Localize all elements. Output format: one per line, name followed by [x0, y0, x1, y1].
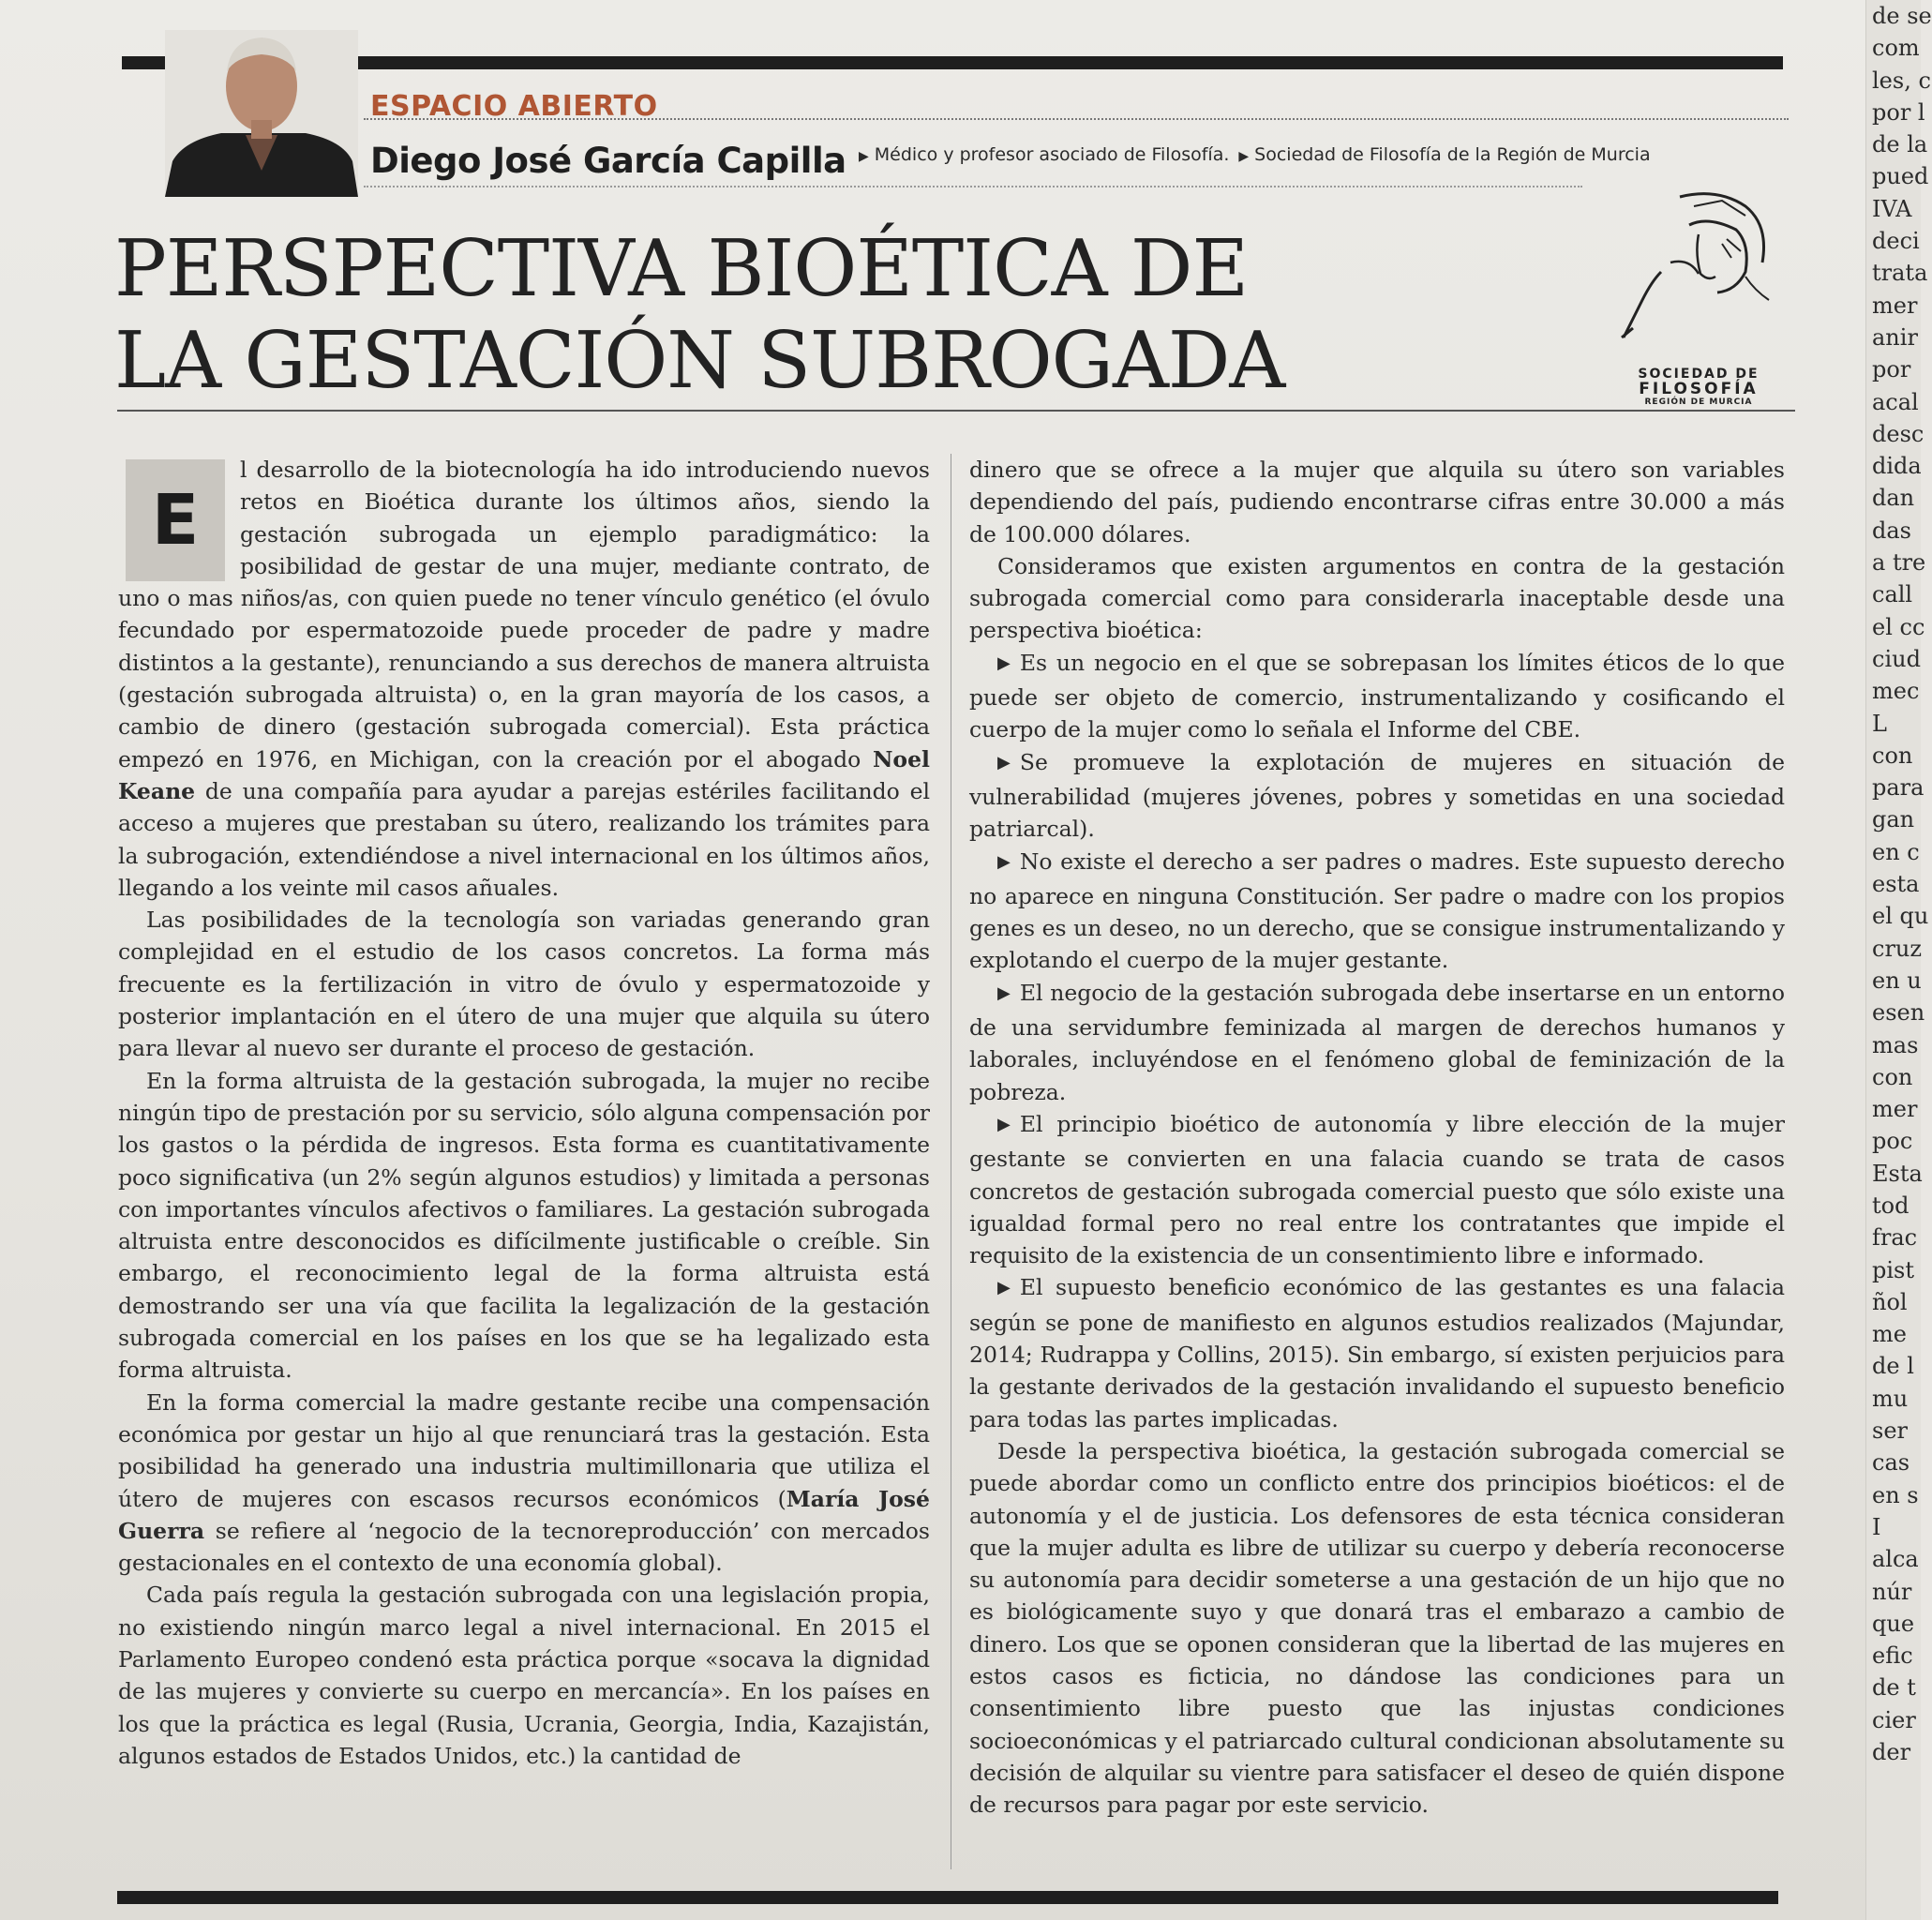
adjacent-column-fragment: L — [1872, 710, 1887, 737]
name-noel-keane: Noel Keane — [118, 745, 930, 804]
adjacent-column-fragment: das — [1872, 517, 1911, 544]
author-name: Diego José García Capilla — [370, 141, 846, 181]
paragraph-7: Consideramos que existen argumentos en contra de la gestación subrogada comercial como para considerarla inaceptable desde una perspectiva bioética: — [969, 552, 1785, 644]
adjacent-column-fragment: desc — [1872, 420, 1925, 447]
adjacent-column-fragment: dida — [1872, 453, 1922, 480]
adjacent-column-fragment: esta — [1872, 871, 1920, 898]
section-label: ESPACIO ABIERTO — [370, 90, 658, 123]
adjacent-column-fragment: mer — [1872, 292, 1918, 319]
adjacent-column-fragment: mec — [1872, 678, 1920, 705]
adjacent-column-fragment: mu — [1872, 1385, 1909, 1412]
logo-line-1: SOCIEDAD DE — [1638, 367, 1760, 382]
adjacent-column-fragment: esen — [1872, 999, 1925, 1027]
bottom-rule — [117, 1891, 1778, 1904]
adjacent-column-fragment: der — [1872, 1739, 1911, 1766]
adjacent-column-fragment: poc — [1872, 1128, 1913, 1155]
adjacent-article-column — [1865, 0, 1932, 1920]
adjacent-column-fragment: IVA — [1872, 195, 1912, 222]
headline-line-1: PERSPECTIVA BIOÉTICA DE — [114, 223, 1249, 314]
adjacent-column-fragment: en c — [1872, 838, 1920, 865]
adjacent-column-fragment: por l — [1872, 98, 1925, 126]
adjacent-column-fragment: deci — [1872, 228, 1920, 255]
adjacent-column-fragment: frac — [1872, 1224, 1918, 1252]
adjacent-column-fragment: I — [1872, 1513, 1881, 1540]
adjacent-column-fragment: cas — [1872, 1449, 1910, 1477]
triangle-bullet-icon: ▶ — [997, 851, 1011, 872]
logo-line-3: REGIÓN DE MURCIA — [1644, 397, 1753, 407]
adjacent-column-fragment: núr — [1872, 1578, 1912, 1605]
adjacent-column-fragment: ser — [1872, 1418, 1908, 1445]
adjacent-column-fragment: cruz — [1872, 935, 1923, 962]
adjacent-column-fragment: para — [1872, 774, 1925, 802]
adjacent-column-fragment: el qu — [1872, 903, 1929, 930]
adjacent-column-fragment: alca — [1872, 1546, 1919, 1573]
bullet-item — [969, 977, 1785, 1108]
credential-profession: Médico y profesor asociado de Filosofía. — [874, 144, 1230, 165]
adjacent-column-fragment: Esta — [1872, 1160, 1923, 1187]
adjacent-column-fragment: de t — [1872, 1674, 1916, 1702]
adjacent-column-fragment: mer — [1872, 1096, 1918, 1123]
paragraph-1-text: l desarrollo de la biotecnología ha ido introduciendo nuevos retos en Bioética durante los últimos años, siendo la gestación subrogada un ejemplo paradigmático: la posibilidad de gestar de una mujer, mediante contrato, de uno o mas niños/as, con quien puede no tener vínculo genético (el óvulo fecundado por espermatozoide puede proceder de padre y madre distintos a la gestante), renunciando a sus derechos de manera altruista (gestación subrogada altruista) o, en la gran mayoría de los casos, a cambio de dinero (gestación subrogada comercial). Esta práctica empezó en 1976, en Michigan, con la creación por el abogado — [118, 457, 930, 772]
triangle-bullet-icon: ▶ — [997, 1114, 1011, 1134]
adjacent-column-fragment: dan — [1872, 485, 1915, 512]
triangle-bullet-icon: ▶ — [859, 149, 869, 164]
adjacent-column-fragment: pist — [1872, 1256, 1914, 1283]
paragraph-1 — [118, 454, 930, 904]
author-photo — [165, 30, 358, 197]
adjacent-column-fragment: que — [1872, 1610, 1915, 1637]
triangle-bullet-icon: ▶ — [1238, 149, 1250, 164]
paragraph-2: Las posibilidades de la tecnología son variadas generando gran complejidad en el estudio de los casos concretos. La forma más frecuente es la fertilización in vitro de óvulo y espermatozoide y posterior implantación en el útero de una mujer que alquila su útero para llevar al nuevo ser durante el proceso de gestación. — [118, 907, 930, 1062]
adjacent-column-fragment: a tre — [1872, 549, 1926, 577]
paragraph-4-end: se refiere al ‘negocio de la tecnoreproducción’ con mercados gestacionales en el contexto de una economía global). — [118, 1517, 930, 1577]
bullet-item — [969, 1108, 1785, 1271]
logo-caption — [1614, 368, 1783, 407]
article-column-2 — [969, 454, 1785, 1821]
adjacent-column-fragment: tod — [1872, 1192, 1910, 1219]
headline — [114, 223, 1427, 407]
bullet-item — [969, 746, 1785, 846]
triangle-bullet-icon: ▶ — [997, 652, 1011, 673]
adjacent-column-fragment: en s — [1872, 1481, 1919, 1508]
adjacent-column-fragment: efic — [1872, 1642, 1913, 1670]
bullet-text: El negocio de la gestación subrogada debe insertarse en un entorno de una servidumbre feminizada al margen de derechos humanos y laborales, incluyéndose en el fenómeno global de feminización de la pobreza. — [969, 979, 1785, 1105]
adjacent-column-fragment: de se — [1872, 3, 1932, 29]
adjacent-column-fragment: con — [1872, 1063, 1913, 1090]
adjacent-column-fragment: trata — [1872, 260, 1928, 287]
paragraph-3: En la forma altruista de la gestación subrogada, la mujer no recibe ningún tipo de prestación por su servicio, sólo alguna compensación por los gastos o la pérdida de ingresos. Esta forma es cuantitativamente poco significativa (un 2% según algunos estudios) y limitada a personas con importantes vínculos afectivos o familiares. La gestación subrogada altruista entre desconocidos es difícilmente justificable o creíble. Sin embargo, el reconocimiento legal de la forma altruista está demostrando ser una vía que facilita la legalización de la gestación subrogada comercial en los países en los que se ha legalizado esta forma altruista. — [118, 1067, 930, 1384]
adjacent-column-fragment: me — [1872, 1321, 1907, 1348]
adjacent-column-fragment: mas — [1872, 1031, 1919, 1058]
adjacent-column-fragment: acal — [1872, 388, 1919, 415]
paragraph-1-end: de una compañía para ayudar a parejas estériles facilitando el acceso a mujeres que prestaban su útero, realizando los trámites para la subrogación, extendiéndose a nivel internacional en los últimos años, llegando a los veinte mil casos añuales. — [118, 777, 930, 901]
adjacent-column-fragment: les, c — [1872, 67, 1931, 94]
credential-society: Sociedad de Filosofía de la Región de Murcia — [1254, 144, 1651, 165]
drop-cap: E — [126, 459, 225, 581]
adjacent-column-fragment: gan — [1872, 806, 1915, 833]
headline-rule — [117, 410, 1795, 412]
name-maria-jose-guerra: María José Guerra — [118, 1485, 930, 1544]
paragraph-4 — [118, 1387, 930, 1580]
adjacent-column-fragment: cier — [1872, 1706, 1916, 1733]
adjacent-column-fragment: el cc — [1872, 613, 1925, 640]
bullet-text: El principio bioético de autonomía y libre elección de la mujer gestante se convierten en una falacia cuando se trata de casos concretos de gestación subrogada comercial puesto que sólo existe una igualdad formal pero no real entre los contratantes que impide el requisito de la existencia de un consentimiento libre e informado. — [969, 1110, 1785, 1269]
adjacent-column-fragment: de l — [1872, 1353, 1914, 1380]
logo-line-2: FILOSOFÍA — [1639, 379, 1759, 398]
adjacent-column-fragment: ciud — [1872, 645, 1921, 672]
bullet-item — [969, 1271, 1785, 1434]
author-credentials — [859, 144, 1651, 165]
adjacent-column-fragment: de la — [1872, 131, 1928, 158]
triangle-bullet-icon: ▶ — [997, 1278, 1011, 1298]
top-rule — [122, 56, 1783, 69]
byline-dotted-divider — [364, 186, 1582, 188]
bullet-item — [969, 846, 1785, 977]
article-column-1 — [118, 454, 930, 1772]
triangle-bullet-icon: ▶ — [997, 982, 1011, 1003]
bullet-text: Es un negocio en el que se sobrepasan los límites éticos de lo que puede ser objeto de comercio, instrumentalizando y cosificando el cuerpo de la mujer como lo señala el Informe del CBE. — [969, 649, 1785, 743]
adjacent-column-fragment: call — [1872, 581, 1913, 608]
adjacent-column-fragment: anir — [1872, 323, 1918, 351]
adjacent-column-fragment: ñol — [1872, 1288, 1908, 1315]
paragraph-8: Desde la perspectiva bioética, la gestación subrogada comercial se puede abordar como un conflicto entre dos principios bioéticos: el de autonomía y el de justicia. Los defensores de esta técnica consideran que la mujer adulta es libre de utilizar su cuerpo y debería reconocerse su autonomía para decidir someterse a una gestación de un hijo que no es biológicamente suyo y que donará tras el embarazo a cambio de dinero. Los que se oponen consideran que la libertad de las mujeres en estos casos es ficticia, no dándose las condiciones para un consentimiento libre puesto que las injustas condiciones socioeconómicas y el patriarcado cultural condicionan absolutamente su decisión de alquilar su vientre para satisfacer el deseo de quién dispone de recursos para pagar por este servicio. — [969, 1437, 1785, 1819]
adjacent-column-fragment: por — [1872, 356, 1911, 383]
paragraph-4-text: En la forma comercial la madre gestante recibe una compensación económica por gestar un hijo al que renunciará tras la gestación. Esta posibilidad ha generado una industria multimillonaria que utiliza el útero de mujeres con escasos recursos económicos ( — [118, 1388, 930, 1512]
adjacent-column-fragment: pued — [1872, 163, 1929, 190]
adjacent-column-fragment: com — [1872, 35, 1920, 62]
bullet-text: Se promueve la explotación de mujeres en situación de vulnerabilidad (mujeres jóvenes, pobres y sometidas en una sociedad patriarcal). — [969, 748, 1785, 843]
adjacent-column-fragment: en u — [1872, 967, 1922, 994]
headline-line-2: LA GESTACIÓN SUBROGADA — [114, 315, 1285, 406]
bullet-item — [969, 647, 1785, 746]
bullet-text: No existe el derecho a ser padres o madres. Este supuesto derecho no aparece en ninguna Constitución. Ser padre o madre con los propios genes es un deseo, no un derecho, que se consigue instrumentalizando y explotando el cuerpo de la mujer gestante. — [969, 848, 1785, 974]
paragraph-5: Cada país regula la gestación subrogada con una legislación propia, no existiendo ningún marco legal a nivel internacional. En 2015 el Parlamento Europeo condenó esta práctica porque «socava la dignidad de las mujeres y convierte su cuerpo en mercancía». En los países en los que la práctica es legal (Rusia, Ucrania, Georgia, India, Kazajistán, algunos estados de Estados Unidos, etc.) la cantidad de — [118, 1582, 930, 1769]
adjacent-column-fragment: con — [1872, 742, 1913, 769]
triangle-bullet-icon: ▶ — [997, 752, 1011, 772]
paragraph-6: dinero que se ofrece a la mujer que alquila su útero son variables dependiendo del país, pudiendo encontrarse cifras entre 30.000 a más de 100.000 dólares. — [969, 457, 1785, 548]
bullet-text: El supuesto beneficio económico de las gestantes es una falacia según se pone de manifiesto en algunos estudios realizados (Majundar, 2014; Rudrappa y Collins, 2015). Sin embargo, sí existen perjuicios para la gestante derivados de la gestación invalidando el supuesto beneficio para todas las partes implicadas. — [969, 1274, 1785, 1432]
